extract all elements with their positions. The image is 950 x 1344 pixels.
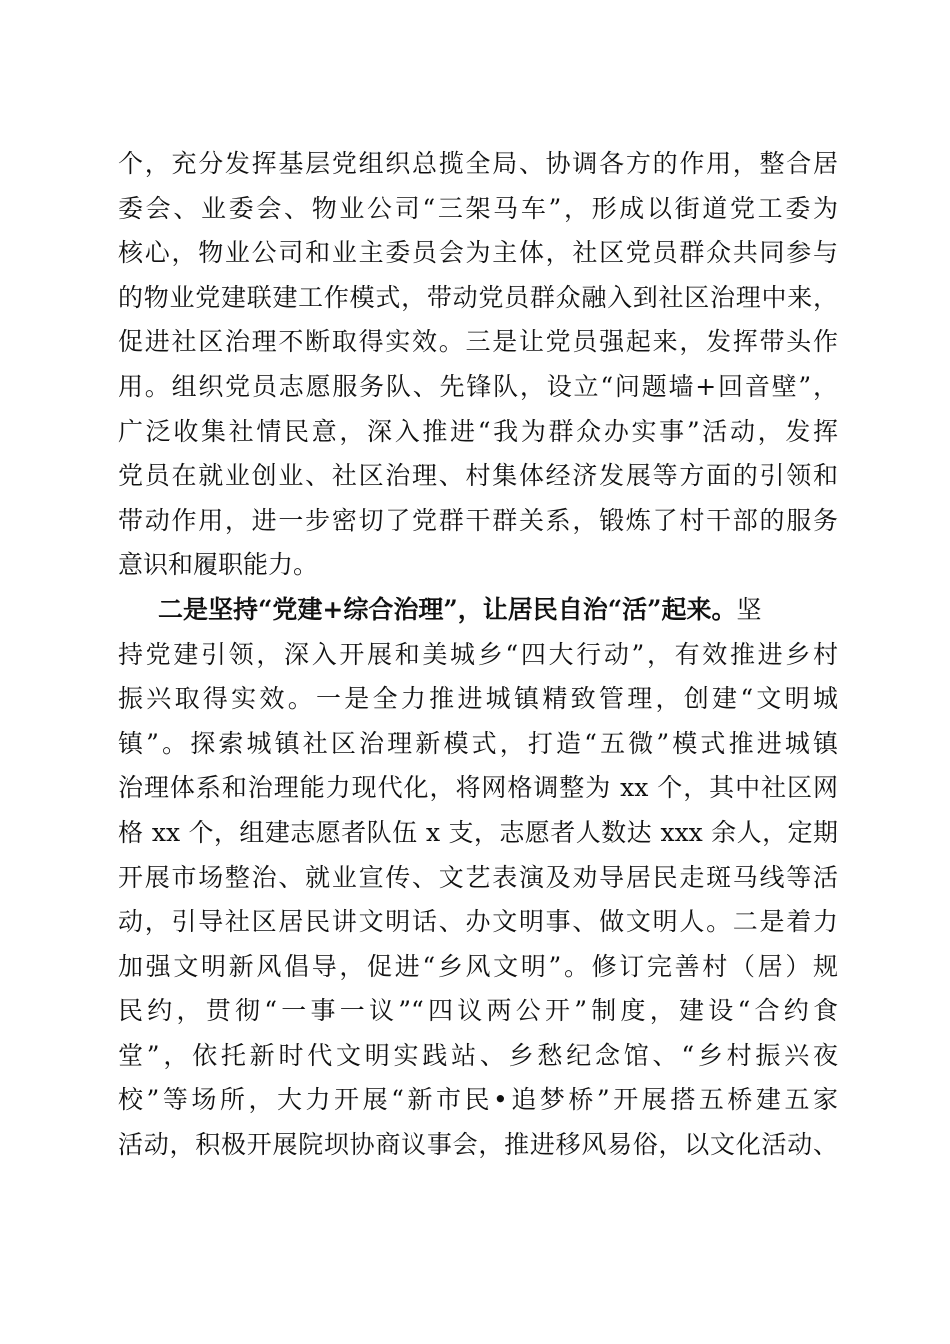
paragraph-line: 治理体系和治理能力现代化，将网格调整为 xx 个，其中社区网	[118, 773, 838, 803]
paragraph-line: 的物业党建联建工作模式，带动党员群众融入到社区治理中来，	[118, 282, 838, 312]
paragraph-line: 镇”。探索城镇社区治理新模式，打造“五微”模式推进城镇	[118, 728, 838, 758]
paragraph-line: 广泛收集社情民意，深入推进“我为群众办实事”活动，发挥	[118, 416, 838, 446]
paragraph-line: 动，引导社区居民讲文明话、办文明事、做文明人。二是着力	[118, 907, 838, 937]
paragraph-line: 持党建引领，深入开展和美城乡“四大行动”，有效推进乡村	[118, 639, 838, 669]
paragraph-line: 加强文明新风倡导，促进“乡风文明”。修订完善村（居）规	[118, 951, 838, 981]
paragraph-line: 振兴取得实效。一是全力推进城镇精致管理，创建“文明城	[118, 684, 838, 714]
paragraph-line: 堂”，依托新时代文明实践站、乡愁纪念馆、“乡村振兴夜	[118, 1040, 838, 1070]
paragraph-line: 开展市场整治、就业宣传、文艺表演及劝导居民走斑马线等活	[118, 862, 838, 892]
paragraph-line: 个，充分发挥基层党组织总揽全局、协调各方的作用，整合居	[118, 149, 838, 178]
heading-continuation: 坚	[736, 594, 762, 624]
paragraph-line: 带动作用，进一步密切了党群干群关系，锻炼了村干部的服务	[118, 505, 838, 535]
paragraph-line: 核心，物业公司和业主委员会为主体，社区党员群众共同参与	[118, 238, 838, 268]
paragraph-line: 民约，贯彻“一事一议”“四议两公开”制度，建设“合约食	[118, 996, 838, 1026]
paragraph-line: 校”等场所，大力开展“新市民•追梦桥”开展搭五桥建五家	[118, 1085, 838, 1115]
paragraph-first-line	[118, 588, 838, 633]
paragraph-2	[118, 588, 838, 1168]
paragraph-line: 格 xx 个，组建志愿者队伍 x 支，志愿者人数达 xxx 余人，定期	[118, 817, 838, 847]
paragraph-line: 用。组织党员志愿服务队、先锋队，设立“问题墙+回音壁”，	[118, 371, 838, 401]
section-heading: 二是坚持“党建+综合治理”，让居民自治“活”起来。	[158, 594, 737, 624]
paragraph-line: 委会、业委会、物业公司“三架马车”，形成以街道党工委为	[118, 193, 838, 223]
paragraph-line: 党员在就业创业、社区治理、村集体经济发展等方面的引领和	[118, 461, 838, 491]
document-body	[118, 142, 838, 1168]
paragraph-1	[118, 142, 838, 588]
paragraph-line: 意识和履职能力。	[118, 550, 319, 580]
paragraph-line: 促进社区治理不断取得实效。三是让党员强起来，发挥带头作	[118, 327, 838, 357]
paragraph-line: 活动，积极开展院坝协商议事会，推进移风易俗，以文化活动、	[118, 1130, 838, 1160]
